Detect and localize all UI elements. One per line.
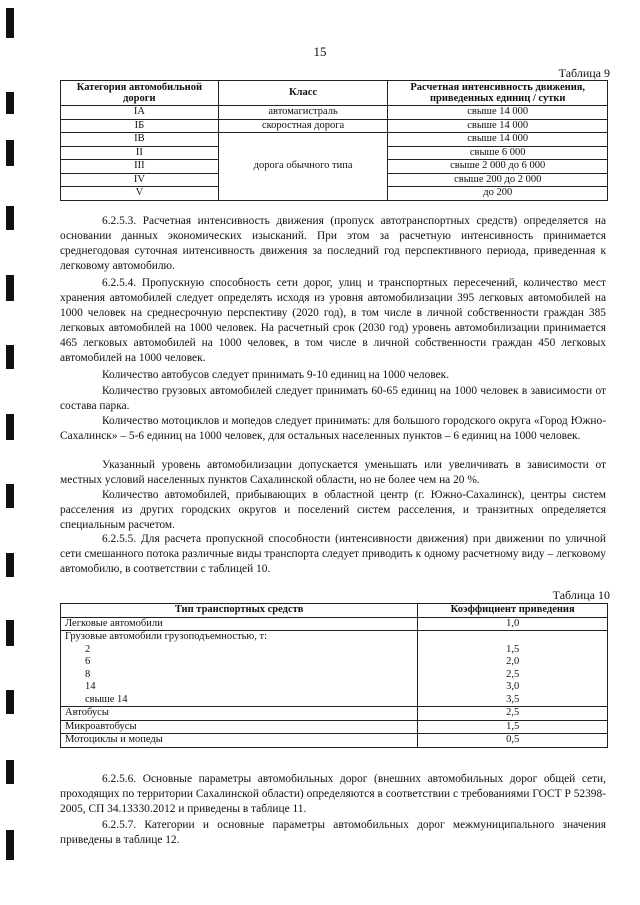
table10-cell-coef [418,631,608,644]
paragraph-motorization-level: Указанный уровень автомобилизации допускается уменьшать или увеличивать в зависимости от местных условий населенных пунктов Сахалинской области, но не более чем на 20 %. [60,459,606,486]
table10-cell-coef: 3,0 [418,681,608,694]
table9-cell-intensity: свыше 2 000 до 6 000 [388,160,608,174]
table9-cell-intensity: свыше 14 000 [388,106,608,120]
table9-cell-class-merged: дорога обычного типа [218,133,388,201]
table9-header-row [61,81,608,106]
table-row [61,106,608,120]
table9-cell-intensity: свыше 6 000 [388,146,608,160]
table10-cell-coef: 1,5 [418,644,608,657]
paragraph-6-2-5-7: 6.2.5.7. Категории и основные параметры автомобильных дорог межмуниципального значения приведены в таблице 12. [60,819,606,846]
paragraph-6-2-5-6: 6.2.5.6. Основные параметры автомобильных дорог (внешних автомобильных дорог общей сети, проходящих по территории Сахалинской области) определяются в соответствии с требованиями ГОСТ Р 52398-2005, СП 34.13330.2012 и приведены в таблице 11. [60,773,606,815]
table10-caption: Таблица 10 [552,588,610,602]
table10-cell-coef: 3,5 [418,694,608,707]
page-number: 15 [313,44,327,59]
table10-cell-type: 2 [61,644,418,657]
paragraph-buses: Количество автобусов следует принимать 9-10 единиц на 1000 человек. [102,369,450,381]
table10-header-coef: Коэффициент приведения [418,604,608,618]
paragraph-arriving-cars: Количество автомобилей, прибывающих в областной центр (г. Южно-Сахалинск), центры систем расселения из других городских округов и поселений систем расселения, и транзитных определяется специальным расчетом. [60,489,606,531]
table10-cell-type: Мотоциклы и мопеды [61,734,418,748]
table10-cell-type: 6 [61,656,418,669]
table10-cell-coef: 0,5 [418,734,608,748]
table9-cell-category: IV [61,173,219,187]
table-row [61,681,608,694]
table9-cell-category: IA [61,106,219,120]
table9-header-class: Класс [218,81,388,106]
table10-cell-type: Микроавтобусы [61,720,418,734]
table9-cell-intensity: свыше 200 до 2 000 [388,173,608,187]
table9-cell-intensity: свыше 14 000 [388,133,608,147]
table10-cell-coef: 2,5 [418,707,608,721]
table-row [61,617,608,631]
table-row [61,707,608,721]
table-row [61,119,608,133]
table-row [61,720,608,734]
table9-cell-intensity: свыше 14 000 [388,119,608,133]
table10-cell-coef: 1,0 [418,617,608,631]
paragraph-6-2-5-5: 6.2.5.5. Для расчета пропускной способности (интенсивности движения) при движении по уличной сети смешанного потока различные виды транспорта следует приводить к одному расчетному виду – легковому автомобилю, в соответствии с таблицей 10. [60,533,606,575]
table-row [61,133,608,147]
table9-cell-category: II [61,146,219,160]
paragraph-6-2-5-3: 6.2.5.3. Расчетная интенсивность движения (пропуск автотранспортных средств) определяется на основании данных экономических изысканий. При этом за расчетную интенсивность принимается среднегодовая суточная интенсивность движения за последний год перспективного периода, приведенная к легковому автомобилю. [60,215,606,272]
table10 [60,603,608,748]
table9-cell-class: автомагистраль [218,106,388,120]
table9-cell-category: IВ [61,133,219,147]
table-row [61,644,608,657]
table-row [61,631,608,644]
table9-cell-class: скоростная дорога [218,119,388,133]
table10-cell-type: 14 [61,681,418,694]
table10-cell-type: 8 [61,669,418,682]
paragraph-trucks: Количество грузовых автомобилей следует принимать 60-65 единиц на 1000 человек в зависимости от состава парка. [60,385,606,412]
table-row [61,656,608,669]
table-row [61,694,608,707]
table10-cell-type: свыше 14 [61,694,418,707]
table9-cell-intensity: до 200 [388,187,608,201]
table9-cell-category: V [61,187,219,201]
table9-cell-category: IБ [61,119,219,133]
paragraph-motorcycles: Количество мотоциклов и мопедов следует принимать: для большого городского округа «Город Южно-Сахалинск» – 5-6 единиц на 1000 человек, для остальных населенных пунктов – 6 единиц на 1000 человек. [60,415,606,442]
table10-cell-coef: 2,5 [418,669,608,682]
paragraph-6-2-5-4: 6.2.5.4. Пропускную способность сети дорог, улиц и транспортных пересечений, количество мест хранения автомобилей следует определять исходя из уровня автомобилизации 395 легковых автомобилей на 1000 человек на среднесрочную перспективу (2020 год), в том числе в личной собственности граждан 385 легковых автомобилей на 1000 человек. На расчетный срок (2030 год) уровень автомобилизации принимается 465 легковых автомобилей на 1000 человек, в том числе в личной собственности граждан 450 легковых автомобилей на 1000 человек. [60,277,606,364]
table9-cell-category: III [61,160,219,174]
table9-header-category: Категория автомобильной дороги [61,81,219,106]
table-row [61,669,608,682]
table10-header-row [61,604,608,618]
table10-cell-type: Автобусы [61,707,418,721]
table10-cell-type: Грузовые автомобили грузоподъемностью, т: [61,631,418,644]
table9-caption: Таблица 9 [558,66,610,80]
table9-header-intensity: Расчетная интенсивность движения, приведенных единиц / сутки [388,81,608,106]
table10-cell-type: Легковые автомобили [61,617,418,631]
table10-header-type: Тип транспортных средств [61,604,418,618]
table10-cell-coef: 1,5 [418,720,608,734]
table-row [61,734,608,748]
table10-cell-coef: 2,0 [418,656,608,669]
table9 [60,80,608,201]
